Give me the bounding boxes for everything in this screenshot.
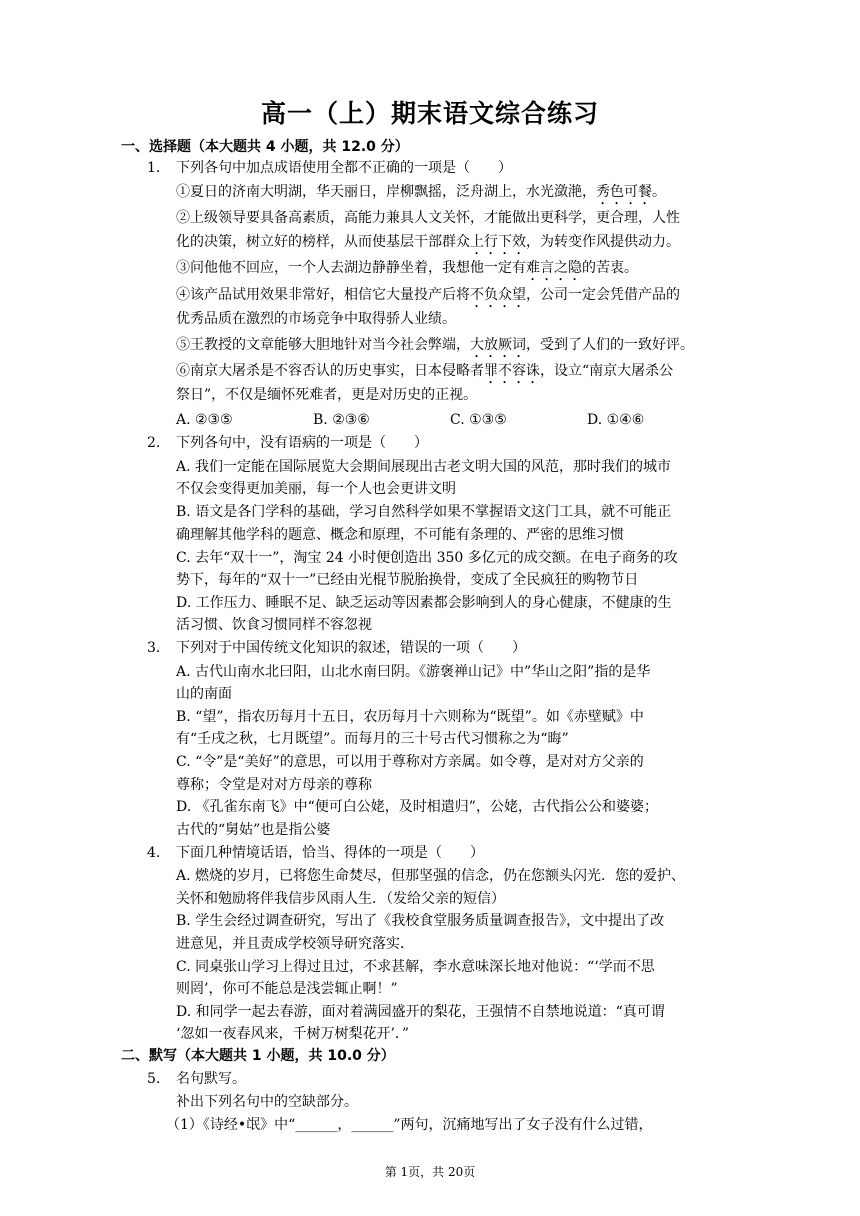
text: 的苦衷。 [582, 260, 638, 276]
sentence-4-line-1 [176, 286, 680, 311]
sentence-2-line-1: ②上级领导要具备高素质，高能力兼具人文关怀，才能做出更科学，更合理，人性 [176, 210, 680, 226]
question-stem: 下列各句中加点成语使用全都不正确的一项是（ ） [176, 160, 512, 176]
emphasized-idiom: 不负众望 [470, 287, 526, 303]
answer-line: D. 和同学一起去春游，面对着满园盛开的梨花，王强情不自禁地说道：“真可谓 [176, 1004, 665, 1020]
emphasized-idiom: 秀色可餐 [596, 184, 652, 200]
answer-line: B. “望”，指农历每月十五日，农历每月十六则称为“既望”。如《赤壁赋》中 [176, 709, 644, 725]
sentence-6-line-2: 祭日”，不仅是缅怀死难者，更是对历史的正视。 [176, 387, 478, 403]
text: ，为转变作风提供动力。 [526, 234, 680, 250]
question-number: 3. [147, 640, 161, 656]
answer-line: 活习惯、饮食习惯同样不容忽视 [176, 617, 372, 633]
sentence-5 [176, 336, 694, 361]
answer-line: 尊称；令堂是对对方母亲的尊称 [176, 777, 372, 793]
answer-line: （1）《诗经•氓》中“______，______”两句，沉痛地写出了女子没有什么过错， [166, 1117, 653, 1133]
question-stem: 下列对于中国传统文化知识的叙述，错误的一项（ ） [176, 640, 526, 656]
text: ，受到了人们的一致好评。 [526, 337, 694, 353]
text: ，公司一定会凭借产品的 [526, 287, 680, 303]
emphasized-idiom: 罪不容诛 [484, 363, 540, 379]
text: ，设立“南京大屠杀公 [540, 363, 674, 379]
answer-line: D. 《孔雀东南飞》中“便可白公姥，及时相遣归”，公姥，古代指公公和婆婆； [176, 799, 658, 815]
answer-line: D. 工作压力、睡眠不足、缺乏运动等因素都会影响到人的身心健康，不健康的生 [176, 595, 672, 611]
answer-line: 古代的“舅姑”也是指公婆 [176, 822, 331, 838]
answer-line: 确理解其他学科的题意、概念和原理，不可能有条理的、严密的思维习惯 [176, 527, 624, 543]
text: ①夏日的济南大明湖，华天丽日，岸柳飘摇，泛舟湖上，水光潋滟， [176, 184, 596, 200]
section-heading: 一、选择题（本大题共 4 小题，共 12.0 分） [121, 139, 409, 155]
text: ④该产品试用效果非常好，相信它大量投产后将 [176, 287, 470, 303]
sentence-4-line-2: 优秀品质在激烈的市场竞争中取得骄人业绩。 [176, 311, 456, 327]
question-number: 2. [147, 435, 161, 451]
text: ⑥南京大屠杀是不容否认的历史事实，日本侵略者 [176, 363, 484, 379]
page-title: 高一（上）期末语文综合练习 [260, 99, 599, 128]
answer-line: 山的南面 [176, 686, 232, 702]
answer-line: A. 燃烧的岁月，已将您生命焚尽，但那坚强的信念，仍在您额头闪光．您的爱护、 [176, 868, 686, 884]
question-stem: 名句默写。 [176, 1071, 246, 1087]
emphasized-idiom: 大放厥词 [470, 337, 526, 353]
answer-line: ‘忽如一夜春风来，千树万树梨花开’．” [176, 1026, 410, 1042]
answer-line: B. 学生会经过调查研究，写出了《我校食堂服务质量调查报告》，文中提出了改 [176, 913, 665, 929]
section-heading: 二、默写（本大题共 1 小题，共 10.0 分） [121, 1048, 395, 1064]
answer-options [176, 411, 696, 429]
answer-line: 补出下列名句中的空缺部分。 [176, 1094, 358, 1110]
option-a[interactable]: A. ②③⑤ [176, 412, 233, 428]
option-c[interactable]: C. ①③⑤ [450, 412, 507, 428]
answer-line: C. 同桌张山学习上得过且过，不求甚解，李水意味深长地对他说：“‘学而不思 [176, 959, 655, 975]
sentence-6-line-1 [176, 362, 673, 387]
answer-line: C. 去年“双十一”，淘宝 24 小时便创造出 350 多亿元的成交额。在电子商务的攻 [176, 550, 678, 566]
sentence-1 [176, 183, 666, 208]
emphasized-idiom: 上行下效 [470, 234, 526, 250]
emphasized-idiom: 难言之隐 [526, 260, 582, 276]
text: ⑤王教授的文章能够大胆地针对当今社会弊端， [176, 337, 470, 353]
answer-line: 不仅会变得更加美丽，每一个人也会更讲文明 [176, 481, 456, 497]
option-b[interactable]: B. ②③⑥ [313, 412, 370, 428]
text: 。 [652, 184, 666, 200]
text: ③问他他不回应，一个人去湖边静静坐着，我想他一定有 [176, 260, 526, 276]
question-stem: 下面几种情境话语，恰当、得体的一项是（ ） [176, 845, 484, 861]
question-number: 5. [147, 1071, 161, 1087]
answer-line: 关怀和勉励将伴我信步风雨人生．（发给父亲的短信） [176, 891, 505, 907]
answer-line: C. “令”是“美好”的意思，可以用于尊称对方亲属。如令尊，是对对方父亲的 [176, 754, 644, 770]
sentence-3 [176, 259, 638, 284]
answer-line: A. 我们一定能在国际展览大会期间展现出古老文明大国的风范，那时我们的城市 [176, 459, 672, 475]
answer-line: A. 古代山南水北曰阳，山北水南曰阴。《游褒禅山记》中”华山之阳”指的是华 [176, 664, 651, 680]
question-stem: 下列各句中，没有语病的一项是（ ） [176, 435, 428, 451]
answer-line: 则罔’，你可不能总是浅尝辄止啊！” [176, 981, 398, 997]
question-number: 4. [147, 845, 161, 861]
answer-line: 进意见，并且责成学校领导研究落实． [176, 936, 414, 952]
answer-line: 势下，每年的“双十一”已经由光棍节脱胎换骨，变成了全民疯狂的购物节日 [176, 572, 639, 588]
text: 化的决策，树立好的榜样，从而使基层干部群众 [176, 234, 470, 250]
page-footer: 第 1页，共 20页 [384, 1165, 476, 1179]
sentence-2-line-2 [176, 233, 680, 258]
option-d[interactable]: D. ①④⑥ [587, 412, 645, 428]
answer-line: 有“壬戌之秋，七月既望”。而每月的三十号古代习惯称之为“晦” [176, 731, 569, 747]
answer-line: B. 语文是各门学科的基础，学习自然科学如果不掌握语文这门工具，就不可能正 [176, 504, 672, 520]
question-number: 1. [147, 160, 161, 176]
